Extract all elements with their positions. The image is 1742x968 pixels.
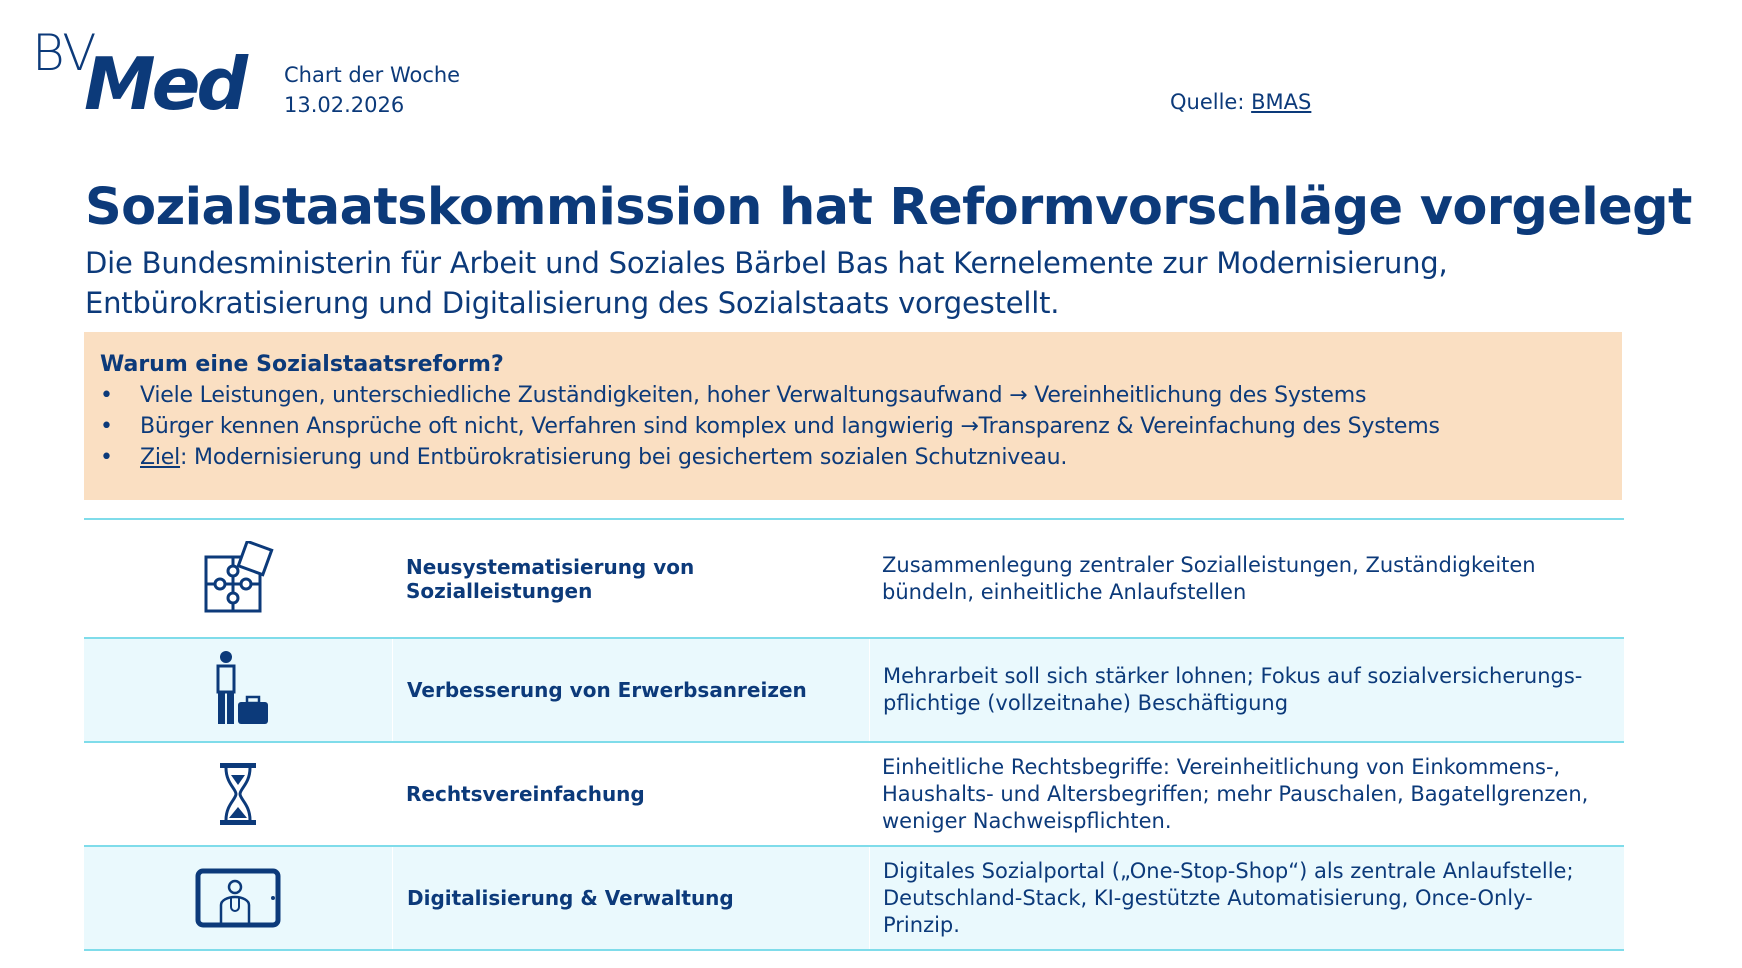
table-row [84,639,1624,743]
logo-prefix: BV [32,24,96,82]
row-title: Rechtsvereinfachung [406,782,645,806]
reason-box [84,332,1622,500]
row-description: Zusammenlegung zentraler Sozialleistungen, Zuständigkeiten bündeln, einheitliche Anlaufstellen [882,552,1536,604]
bvmed-logo [32,24,262,126]
row-description: Digitales Sozialportal („One-Stop-Shop“) als zentrale Anlaufstelle; Deutschland-Stack, KI-gestützte Automatisierung, Once-Only-Prinzip. [869,847,1624,949]
row-title: Digitalisierung & Verwaltung [392,847,869,949]
table-row [84,847,1624,951]
worker-with-briefcase-icon [84,639,392,741]
source [1170,90,1311,114]
reason-list [100,380,1606,473]
table-row [84,743,1624,847]
row-title: Neusystematisierung von Sozialleistungen [406,554,695,603]
series-label: Chart der Woche [284,63,461,87]
tablet-doctor-icon [84,847,392,949]
table-row [84,520,1624,639]
list-item-text: Viele Leistungen, unterschiedliche Zuständigkeiten, hoher Verwaltungsaufwand → Vereinheitlichung des Systems [140,383,1367,408]
list-item-text: Bürger kennen Ansprüche oft nicht, Verfahren sind komplex und langwierig →Transparenz & Vereinfachung des Systems [140,414,1440,439]
source-label: Quelle: [1170,90,1245,114]
page-subtitle: Die Bundesministerin für Arbeit und Soziales Bärbel Bas hat Kernelemente zur Modernisierung, Entbürokratisierung und Digitalisierung des Sozialstaats vorgestellt. [85,246,1448,320]
row-title: Verbesserung von Erwerbsanreizen [392,639,869,741]
bullet: • [100,445,113,470]
list-item [100,380,1606,411]
bullet: • [100,383,113,408]
hourglass-icon [84,743,392,845]
goal-label: Ziel [140,445,181,470]
row-description: Mehrarbeit soll sich stärker lohnen; Fokus auf sozialversicherungs-pflichtige (vollzeitnahe) Beschäftigung [869,639,1624,741]
source-link[interactable]: BMAS [1251,90,1312,114]
puzzle-icon [84,520,392,637]
logo-name: Med [84,42,245,126]
list-item [100,411,1606,442]
reform-table [84,518,1624,951]
bullet: • [100,414,113,439]
publication-date: 13.02.2026 [284,93,405,117]
reason-heading: Warum eine Sozialstaatsreform? [100,352,504,377]
page-title: Sozialstaatskommission hat Reformvorschläge vorgelegt [85,178,1692,237]
list-item-text: : Modernisierung und Entbürokratisierung bei gesichertem sozialen Schutzniveau. [180,445,1068,470]
row-description: Einheitliche Rechtsbegriffe: Vereinheitlichung von Einkommens-, Haushalts- und Altersbegriffen; mehr Pauschalen, Bagatellgrenzen, weniger Nachweispflichten. [882,754,1589,833]
header-meta [284,60,460,120]
list-item [100,442,1606,473]
